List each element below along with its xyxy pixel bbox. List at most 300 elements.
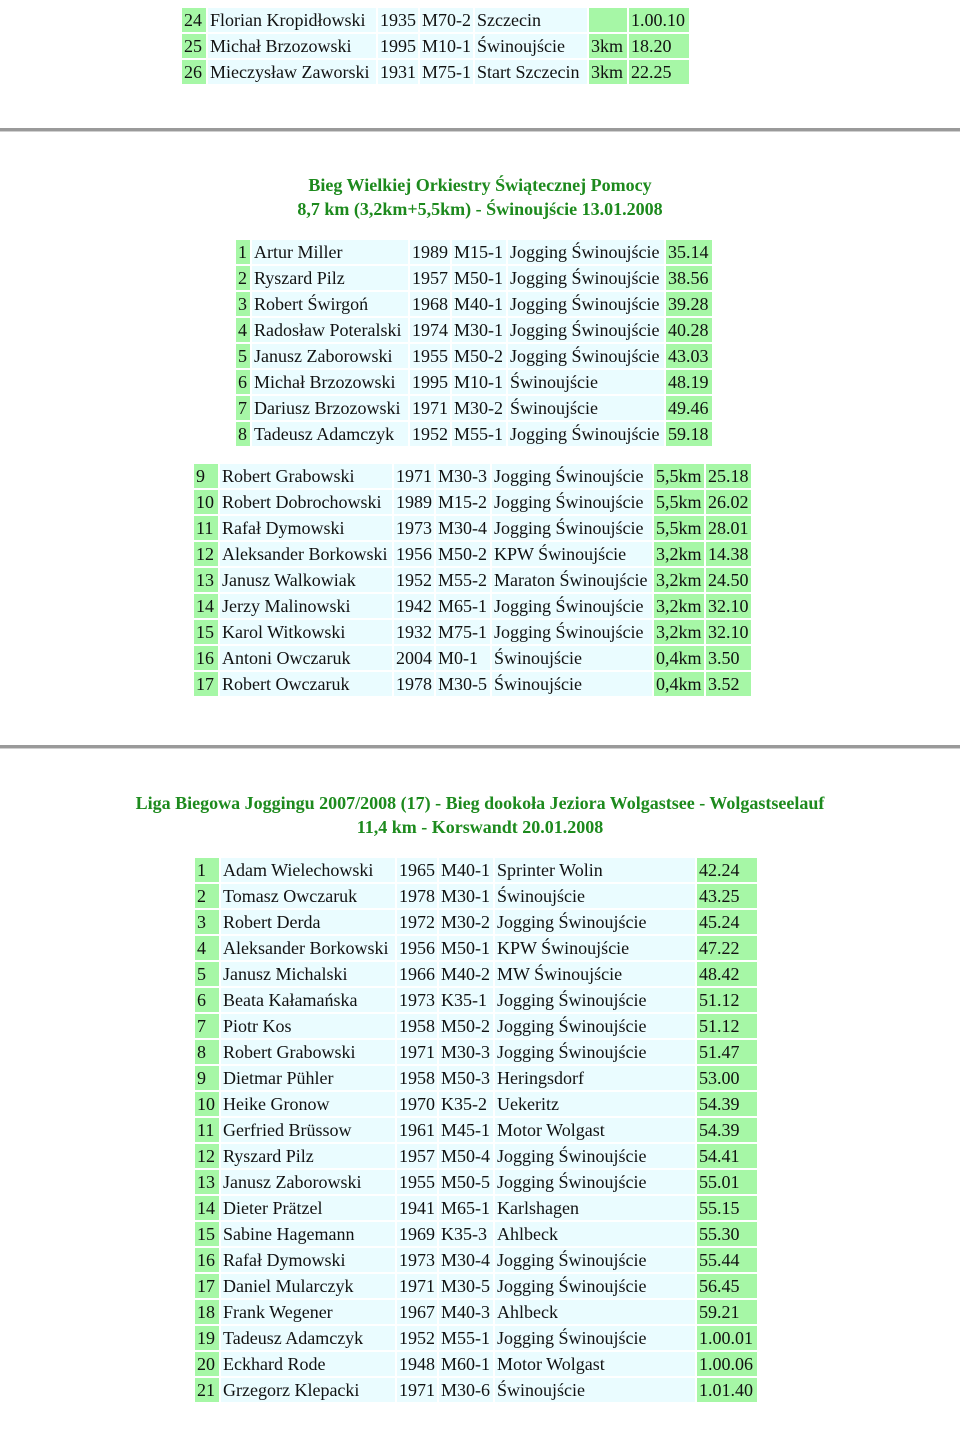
cell-time: 35.14 xyxy=(666,240,712,264)
table-row xyxy=(195,1352,757,1376)
cell-cat: M10-1 xyxy=(422,36,471,56)
cell-pos: 8 xyxy=(195,1040,219,1064)
cell-pos: 5 xyxy=(195,962,219,986)
cell-name: Frank Wegener xyxy=(221,1300,395,1324)
table-row xyxy=(195,1170,757,1194)
table-row xyxy=(236,370,712,394)
table-row xyxy=(195,1222,757,1246)
cell-year: 1974 xyxy=(412,320,448,340)
cell-year: 1972 xyxy=(399,912,435,932)
cell-year: 1958 xyxy=(399,1068,435,1088)
cell-dist: 0,4km xyxy=(654,672,704,696)
cell-name: Janusz Walkowiak xyxy=(220,568,392,592)
cell-club: Jogging Świnoujście xyxy=(508,240,664,264)
cell-club: Uekeritz xyxy=(495,1092,695,1116)
section-divider xyxy=(0,745,960,748)
cell-name: Aleksander Borkowski xyxy=(221,936,395,960)
cell-cat: M50-2 xyxy=(436,542,490,566)
cell-club: Jogging Świnoujście xyxy=(495,1014,695,1038)
cell-cat: M40-2 xyxy=(439,962,493,986)
cell-club: KPW Świnoujście xyxy=(495,936,695,960)
cell-pos: 3 xyxy=(195,910,219,934)
cell-year: 1958 xyxy=(399,1016,435,1036)
cell-name: Rafał Dymowski xyxy=(221,1248,395,1272)
cell-name: Tadeusz Adamczyk xyxy=(221,1326,395,1350)
cell-cat: M40-1 xyxy=(452,292,506,316)
cell-year: 1931 xyxy=(380,62,416,82)
cell-club: Jogging Świnoujście xyxy=(508,318,664,342)
table-row xyxy=(195,1092,757,1116)
cell-club: Jogging Świnoujście xyxy=(508,344,664,368)
results-table-wosp-main xyxy=(234,238,714,448)
cell-cat: M45-1 xyxy=(439,1118,493,1142)
table-row xyxy=(195,1274,757,1298)
cell-name: Robert Grabowski xyxy=(221,1040,395,1064)
cell-time: 49.46 xyxy=(666,396,712,420)
cell-club: Jogging Świnoujście xyxy=(492,594,652,618)
results-table-wosp-main-body xyxy=(236,240,712,446)
cell-name: Artur Miller xyxy=(252,240,408,264)
cell-name: Jerzy Malinowski xyxy=(220,594,392,618)
table-row xyxy=(194,542,751,566)
cell-cat: M40-3 xyxy=(439,1300,493,1324)
cell-time: 25.18 xyxy=(708,466,749,486)
table-row xyxy=(195,858,757,882)
table-row xyxy=(182,8,689,32)
table-row xyxy=(195,1066,757,1090)
cell-time: 1.00.06 xyxy=(697,1352,757,1376)
cell-year: 1989 xyxy=(412,242,448,262)
cell-club: Jogging Świnoujście xyxy=(508,422,664,446)
cell-pos: 1 xyxy=(236,240,250,264)
cell-club: Jogging Świnoujście xyxy=(508,266,664,290)
section-divider xyxy=(0,128,960,131)
table-row xyxy=(236,344,712,368)
cell-time: 1.00.01 xyxy=(697,1326,757,1350)
cell-time: 3.52 xyxy=(706,672,751,696)
cell-cat: M50-3 xyxy=(439,1066,493,1090)
table-row xyxy=(195,988,757,1012)
cell-club: Jogging Świnoujście xyxy=(495,910,695,934)
cell-year: 1971 xyxy=(399,1380,435,1400)
cell-name: Janusz Zaborowski xyxy=(252,344,408,368)
cell-dist: 3km xyxy=(589,60,627,84)
cell-club: Świnoujście xyxy=(495,1378,695,1402)
cell-name: Michał Brzozowski xyxy=(252,370,408,394)
cell-club: KPW Świnoujście xyxy=(492,542,652,566)
cell-pos: 8 xyxy=(236,422,250,446)
cell-name: Tadeusz Adamczyk xyxy=(252,422,408,446)
cell-year: 1978 xyxy=(399,886,435,906)
cell-name: Beata Kałamańska xyxy=(221,988,395,1012)
cell-time: 3.50 xyxy=(706,646,751,670)
cell-dist: 3,2km xyxy=(654,620,704,644)
cell-club: Jogging Świnoujście xyxy=(495,988,695,1012)
cell-club: Szczecin xyxy=(475,8,587,32)
cell-name: Florian Kropidłowski xyxy=(208,8,376,32)
cell-name: Gerfried Brüssow xyxy=(221,1118,395,1142)
table-row xyxy=(236,318,712,342)
cell-dist: 5,5km xyxy=(654,464,704,488)
cell-pos: 2 xyxy=(195,884,219,908)
cell-year: 1966 xyxy=(399,964,435,984)
cell-cat: M55-1 xyxy=(439,1326,493,1350)
cell-name: Antoni Owczaruk xyxy=(220,646,392,670)
cell-pos: 3 xyxy=(236,292,250,316)
cell-cat: M30-6 xyxy=(439,1378,493,1402)
section-title-line2: 8,7 km (3,2km+5,5km) - Świnoujście 13.01.2008 xyxy=(297,199,663,219)
cell-name: Piotr Kos xyxy=(221,1014,395,1038)
cell-time: 43.03 xyxy=(666,344,712,368)
cell-time: 51.12 xyxy=(697,1014,757,1038)
cell-club: Jogging Świnoujście xyxy=(495,1144,695,1168)
cell-pos: 6 xyxy=(195,988,219,1012)
cell-year: 2004 xyxy=(396,648,432,668)
cell-pos: 16 xyxy=(194,646,218,670)
table-row xyxy=(195,1196,757,1220)
cell-name: Michał Brzozowski xyxy=(208,34,376,58)
section-title-wolgastsee xyxy=(0,791,960,839)
cell-time: 42.24 xyxy=(697,858,757,882)
cell-pos: 19 xyxy=(195,1326,219,1350)
cell-pos: 14 xyxy=(194,594,218,618)
cell-cat: M70-2 xyxy=(422,10,471,30)
cell-cat: M60-1 xyxy=(439,1352,493,1376)
cell-cat: M30-5 xyxy=(436,672,490,696)
cell-dist: 3,2km xyxy=(654,542,704,566)
cell-name: Robert Owczaruk xyxy=(220,672,392,696)
cell-name: Dariusz Brzozowski xyxy=(252,396,408,420)
cell-time: 56.45 xyxy=(697,1274,757,1298)
results-table-top-body xyxy=(182,8,689,84)
results-table-wosp-short-body xyxy=(194,464,751,696)
cell-pos: 6 xyxy=(236,370,250,394)
cell-year: 1970 xyxy=(399,1094,435,1114)
cell-year: 1967 xyxy=(399,1302,435,1322)
cell-year: 1955 xyxy=(412,346,448,366)
section-title-line2: 11,4 km - Korswandt 20.01.2008 xyxy=(356,817,604,837)
cell-pos: 10 xyxy=(194,490,218,514)
cell-dist: 3,2km xyxy=(654,568,704,592)
cell-pos: 11 xyxy=(194,516,218,540)
cell-club: Ahlbeck xyxy=(495,1300,695,1324)
cell-time: 59.21 xyxy=(697,1300,757,1324)
cell-name: Robert Świrgoń xyxy=(252,292,408,316)
table-row xyxy=(182,34,689,58)
cell-name: Grzegorz Klepacki xyxy=(221,1378,395,1402)
cell-name: Daniel Mularczyk xyxy=(221,1274,395,1298)
cell-time: 32.10 xyxy=(708,622,749,642)
cell-club: Jogging Świnoujście xyxy=(492,490,652,514)
cell-cat: M50-4 xyxy=(439,1144,493,1168)
cell-pos: 25 xyxy=(182,34,206,58)
results-table-wolgastsee-body xyxy=(195,858,757,1402)
cell-pos: 10 xyxy=(195,1092,219,1116)
cell-time: 55.15 xyxy=(697,1196,757,1220)
cell-time: 28.01 xyxy=(708,518,749,538)
cell-cat: M30-4 xyxy=(439,1248,493,1272)
cell-cat: M50-1 xyxy=(439,936,493,960)
cell-cat: M30-1 xyxy=(452,318,506,342)
results-table-top xyxy=(180,6,691,86)
cell-time: 24.50 xyxy=(708,570,749,590)
table-row xyxy=(182,60,689,84)
cell-club: Jogging Świnoujście xyxy=(492,464,652,488)
table-row xyxy=(195,962,757,986)
cell-name: Robert Grabowski xyxy=(220,464,392,488)
cell-time: 22.25 xyxy=(629,60,689,84)
cell-time: 48.19 xyxy=(666,370,712,394)
cell-club: MW Świnoujście xyxy=(495,962,695,986)
cell-club: Ahlbeck xyxy=(495,1222,695,1246)
cell-time: 53.00 xyxy=(697,1066,757,1090)
cell-club: Jogging Świnoujście xyxy=(495,1170,695,1194)
cell-club: Start Szczecin xyxy=(475,60,587,84)
cell-year: 1971 xyxy=(396,466,432,486)
cell-year: 1961 xyxy=(399,1120,435,1140)
results-table-wolgastsee xyxy=(193,856,759,1404)
cell-cat: M10-1 xyxy=(452,370,506,394)
section-title-wosp xyxy=(0,173,960,221)
cell-club: Świnoujście xyxy=(495,884,695,908)
cell-name: Robert Dobrochowski xyxy=(220,490,392,514)
cell-year: 1971 xyxy=(399,1042,435,1062)
cell-dist: 3,2km xyxy=(654,594,704,618)
table-row xyxy=(195,1248,757,1272)
cell-pos: 24 xyxy=(182,8,206,32)
cell-name: Tomasz Owczaruk xyxy=(221,884,395,908)
cell-cat: M30-2 xyxy=(439,910,493,934)
cell-cat: M55-2 xyxy=(436,568,490,592)
cell-club: Świnoujście xyxy=(492,646,652,670)
table-row xyxy=(195,1378,757,1402)
cell-club: Jogging Świnoujście xyxy=(495,1248,695,1272)
cell-year: 1955 xyxy=(399,1172,435,1192)
cell-cat: M75-1 xyxy=(436,620,490,644)
cell-year: 1952 xyxy=(399,1328,435,1348)
cell-year: 1973 xyxy=(396,518,432,538)
table-row xyxy=(195,1326,757,1350)
cell-cat: M50-2 xyxy=(452,344,506,368)
cell-pos: 17 xyxy=(195,1274,219,1298)
cell-year: 1971 xyxy=(399,1276,435,1296)
cell-pos: 13 xyxy=(194,568,218,592)
cell-dist: 0,4km xyxy=(654,646,704,670)
cell-name: Ryszard Pilz xyxy=(252,266,408,290)
cell-cat: M30-3 xyxy=(439,1040,493,1064)
cell-year: 1948 xyxy=(399,1354,435,1374)
table-row xyxy=(236,292,712,316)
table-row xyxy=(194,646,751,670)
cell-year: 1968 xyxy=(412,294,448,314)
cell-cat: M15-1 xyxy=(452,240,506,264)
cell-name: Karol Witkowski xyxy=(220,620,392,644)
cell-dist xyxy=(589,8,627,32)
cell-name: Sabine Hagemann xyxy=(221,1222,395,1246)
table-row xyxy=(195,1144,757,1168)
cell-pos: 4 xyxy=(195,936,219,960)
cell-year: 1973 xyxy=(399,990,435,1010)
cell-pos: 11 xyxy=(195,1118,219,1142)
table-row xyxy=(195,936,757,960)
cell-dist: 5,5km xyxy=(654,490,704,514)
cell-time: 54.39 xyxy=(697,1118,757,1142)
cell-time: 55.30 xyxy=(697,1222,757,1246)
cell-name: Robert Derda xyxy=(221,910,395,934)
cell-year: 1956 xyxy=(399,938,435,958)
cell-name: Eckhard Rode xyxy=(221,1352,395,1376)
section-title-line1: Bieg Wielkiej Orkiestry Świątecznej Pomocy xyxy=(308,175,652,195)
cell-club: Świnoujście xyxy=(508,396,664,420)
cell-club: Jogging Świnoujście xyxy=(495,1040,695,1064)
cell-year: 1956 xyxy=(396,544,432,564)
cell-year: 1952 xyxy=(396,570,432,590)
cell-cat: M55-1 xyxy=(452,422,506,446)
cell-dist: 3km xyxy=(589,34,627,58)
cell-cat: M50-1 xyxy=(452,266,506,290)
cell-year: 1965 xyxy=(399,860,435,880)
cell-cat: M65-1 xyxy=(436,594,490,618)
cell-time: 47.22 xyxy=(697,936,757,960)
table-row xyxy=(195,1014,757,1038)
cell-club: Jogging Świnoujście xyxy=(495,1326,695,1350)
cell-name: Mieczysław Zaworski xyxy=(208,60,376,84)
cell-pos: 18 xyxy=(195,1300,219,1324)
cell-name: Heike Gronow xyxy=(221,1092,395,1116)
cell-time: 1.01.40 xyxy=(697,1378,757,1402)
cell-pos: 16 xyxy=(195,1248,219,1272)
cell-year: 1932 xyxy=(396,622,432,642)
cell-pos: 21 xyxy=(195,1378,219,1402)
table-row xyxy=(195,1118,757,1142)
cell-name: Janusz Michalski xyxy=(221,962,395,986)
cell-dist: 5,5km xyxy=(654,516,704,540)
cell-pos: 9 xyxy=(195,1066,219,1090)
cell-year: 1935 xyxy=(380,10,416,30)
cell-pos: 9 xyxy=(194,464,218,488)
cell-time: 32.10 xyxy=(708,596,749,616)
cell-cat: M30-5 xyxy=(439,1274,493,1298)
cell-time: 39.28 xyxy=(666,292,712,316)
cell-year: 1995 xyxy=(380,36,416,56)
table-row xyxy=(236,422,712,446)
cell-club: Motor Wolgast xyxy=(495,1118,695,1142)
cell-time: 45.24 xyxy=(697,910,757,934)
cell-pos: 17 xyxy=(194,672,218,696)
cell-club: Świnoujście xyxy=(508,370,664,394)
cell-cat: K35-2 xyxy=(439,1092,493,1116)
section-title-line1: Liga Biegowa Joggingu 2007/2008 (17) - Bieg dookoła Jeziora Wolgastsee - Wolgastseelauf xyxy=(135,793,825,813)
table-row xyxy=(236,266,712,290)
cell-name: Dietmar Pühler xyxy=(221,1066,395,1090)
cell-time: 26.02 xyxy=(708,492,749,512)
cell-pos: 13 xyxy=(195,1170,219,1194)
cell-year: 1973 xyxy=(399,1250,435,1270)
table-row xyxy=(194,516,751,540)
cell-name: Radosław Poteralski xyxy=(252,318,408,342)
cell-year: 1969 xyxy=(399,1224,435,1244)
cell-cat: M30-4 xyxy=(436,516,490,540)
table-row xyxy=(194,672,751,696)
cell-club: Maraton Świnoujście xyxy=(492,568,652,592)
cell-cat: M30-3 xyxy=(436,464,490,488)
cell-cat: K35-3 xyxy=(439,1222,493,1246)
cell-time: 59.18 xyxy=(666,422,712,446)
cell-year: 1941 xyxy=(399,1198,435,1218)
cell-pos: 5 xyxy=(236,344,250,368)
cell-time: 51.47 xyxy=(697,1040,757,1064)
cell-time: 48.42 xyxy=(697,962,757,986)
cell-pos: 26 xyxy=(182,60,206,84)
table-row xyxy=(194,490,751,514)
cell-name: Ryszard Pilz xyxy=(221,1144,395,1168)
cell-cat: M50-2 xyxy=(439,1014,493,1038)
cell-cat: M75-1 xyxy=(422,62,471,82)
cell-year: 1971 xyxy=(412,398,448,418)
cell-cat: M30-2 xyxy=(452,396,506,420)
cell-club: Sprinter Wolin xyxy=(495,858,695,882)
table-row xyxy=(195,1040,757,1064)
cell-club: Jogging Świnoujście xyxy=(492,620,652,644)
cell-club: Jogging Świnoujście xyxy=(495,1274,695,1298)
cell-time: 40.28 xyxy=(666,318,712,342)
table-row xyxy=(195,884,757,908)
cell-time: 14.38 xyxy=(708,544,749,564)
cell-pos: 4 xyxy=(236,318,250,342)
table-row xyxy=(236,240,712,264)
cell-time: 1.00.10 xyxy=(629,8,689,32)
cell-time: 51.12 xyxy=(697,988,757,1012)
cell-club: Karlshagen xyxy=(495,1196,695,1220)
cell-name: Dieter Prätzel xyxy=(221,1196,395,1220)
table-row xyxy=(194,464,751,488)
cell-club: Heringsdorf xyxy=(495,1066,695,1090)
cell-cat: M0-1 xyxy=(436,646,490,670)
cell-pos: 14 xyxy=(195,1196,219,1220)
cell-year: 1942 xyxy=(396,596,432,616)
cell-pos: 12 xyxy=(195,1144,219,1168)
cell-name: Janusz Zaborowski xyxy=(221,1170,395,1194)
cell-name: Rafał Dymowski xyxy=(220,516,392,540)
results-table-wosp-short xyxy=(192,462,753,698)
cell-name: Aleksander Borkowski xyxy=(220,542,392,566)
cell-name: Adam Wielechowski xyxy=(221,858,395,882)
table-row xyxy=(194,568,751,592)
cell-year: 1995 xyxy=(412,372,448,392)
cell-year: 1978 xyxy=(396,674,432,694)
cell-pos: 7 xyxy=(236,396,250,420)
cell-club: Motor Wolgast xyxy=(495,1352,695,1376)
cell-time: 55.44 xyxy=(697,1248,757,1272)
cell-pos: 2 xyxy=(236,266,250,290)
cell-time: 43.25 xyxy=(697,884,757,908)
cell-pos: 15 xyxy=(195,1222,219,1246)
cell-time: 38.56 xyxy=(666,266,712,290)
cell-cat: K35-1 xyxy=(439,988,493,1012)
cell-time: 54.39 xyxy=(697,1092,757,1116)
cell-pos: 12 xyxy=(194,542,218,566)
cell-club: Jogging Świnoujście xyxy=(508,292,664,316)
cell-cat: M65-1 xyxy=(439,1196,493,1220)
cell-cat: M15-2 xyxy=(436,490,490,514)
table-row xyxy=(195,910,757,934)
cell-pos: 7 xyxy=(195,1014,219,1038)
cell-time: 54.41 xyxy=(697,1144,757,1168)
cell-cat: M50-5 xyxy=(439,1170,493,1194)
cell-club: Świnoujście xyxy=(492,672,652,696)
cell-year: 1957 xyxy=(399,1146,435,1166)
cell-pos: 20 xyxy=(195,1352,219,1376)
